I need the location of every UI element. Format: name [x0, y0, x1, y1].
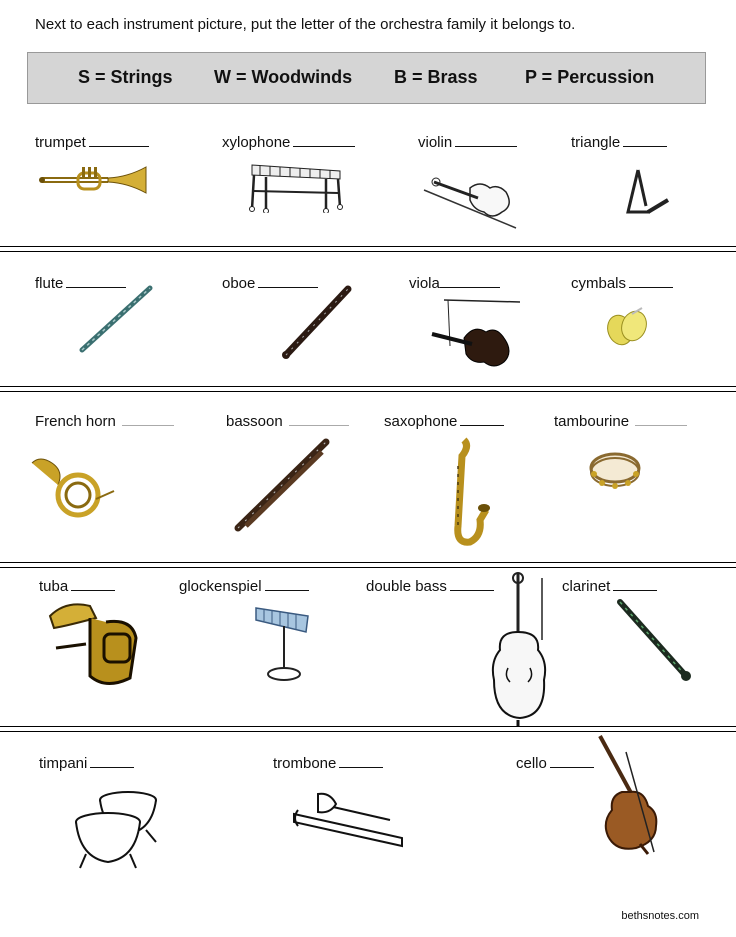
- triangle-icon: [624, 166, 672, 220]
- glockenspiel-icon: [252, 600, 316, 684]
- answer-blank[interactable]: [122, 413, 174, 426]
- cello-label: cello: [516, 755, 594, 772]
- row-divider: [0, 246, 736, 252]
- answer-blank[interactable]: [440, 275, 500, 288]
- tuba-label: tuba: [39, 578, 115, 595]
- xylophone-label: xylophone: [222, 134, 355, 151]
- answer-blank[interactable]: [629, 275, 673, 288]
- bassoon-icon: [232, 436, 332, 534]
- triangle-label: triangle: [571, 134, 667, 151]
- saxophone-label: saxophone: [384, 413, 504, 430]
- timpani-icon: [72, 786, 164, 870]
- answer-blank[interactable]: [90, 755, 134, 768]
- answer-blank[interactable]: [613, 578, 657, 591]
- violin-label: violin: [418, 134, 517, 151]
- key-percussion: P = Percussion: [525, 67, 655, 87]
- key-brass: B = Brass: [394, 67, 478, 87]
- instructions: Next to each instrument picture, put the letter of the orchestra family it belongs to.: [35, 16, 576, 33]
- oboe-label: oboe: [222, 275, 318, 292]
- answer-blank[interactable]: [265, 578, 309, 591]
- answer-blank[interactable]: [289, 413, 349, 426]
- key-woodwinds: W = Woodwinds: [214, 67, 353, 87]
- cymbals-label: cymbals: [571, 275, 673, 292]
- answer-blank[interactable]: [460, 413, 504, 426]
- trumpet-label: trumpet: [35, 134, 149, 151]
- tambourine-icon: [588, 448, 642, 492]
- bassoon-label: bassoon: [226, 413, 349, 430]
- double-bass-icon: [484, 570, 554, 726]
- trumpet-icon: [38, 163, 154, 197]
- tambourine-label: tambourine: [554, 413, 687, 430]
- row-divider: [0, 386, 736, 392]
- french-horn-label: French horn: [35, 413, 174, 430]
- answer-blank[interactable]: [89, 134, 149, 147]
- viola-icon: [424, 292, 524, 372]
- violin-icon: [420, 170, 520, 230]
- answer-blank[interactable]: [293, 134, 355, 147]
- answer-blank[interactable]: [623, 134, 667, 147]
- xylophone-icon: [246, 157, 346, 213]
- clarinet-icon: [616, 598, 694, 684]
- row-divider: [0, 562, 736, 568]
- viola-label: viola: [409, 275, 500, 292]
- timpani-label: timpani: [39, 755, 134, 772]
- answer-blank[interactable]: [550, 755, 594, 768]
- tuba-icon: [46, 598, 146, 692]
- flute-icon: [78, 284, 154, 354]
- saxophone-icon: [440, 436, 490, 548]
- answer-blank[interactable]: [71, 578, 115, 591]
- trombone-label: trombone: [273, 755, 383, 772]
- cymbals-icon: [602, 302, 652, 348]
- answer-blank[interactable]: [339, 755, 383, 768]
- cello-icon: [596, 732, 666, 856]
- clarinet-label: clarinet: [562, 578, 657, 595]
- glockenspiel-label: glockenspiel: [179, 578, 309, 595]
- double-bass-label: double bass: [366, 578, 494, 595]
- answer-blank[interactable]: [635, 413, 687, 426]
- site-credit: bethsnotes.com: [621, 910, 699, 922]
- key-strings: S = Strings: [78, 67, 173, 87]
- oboe-icon: [280, 285, 352, 359]
- french-horn-icon: [30, 455, 116, 521]
- flute-label: flute: [35, 275, 126, 292]
- family-key-box: [27, 52, 706, 104]
- answer-blank[interactable]: [455, 134, 517, 147]
- trombone-icon: [290, 790, 410, 850]
